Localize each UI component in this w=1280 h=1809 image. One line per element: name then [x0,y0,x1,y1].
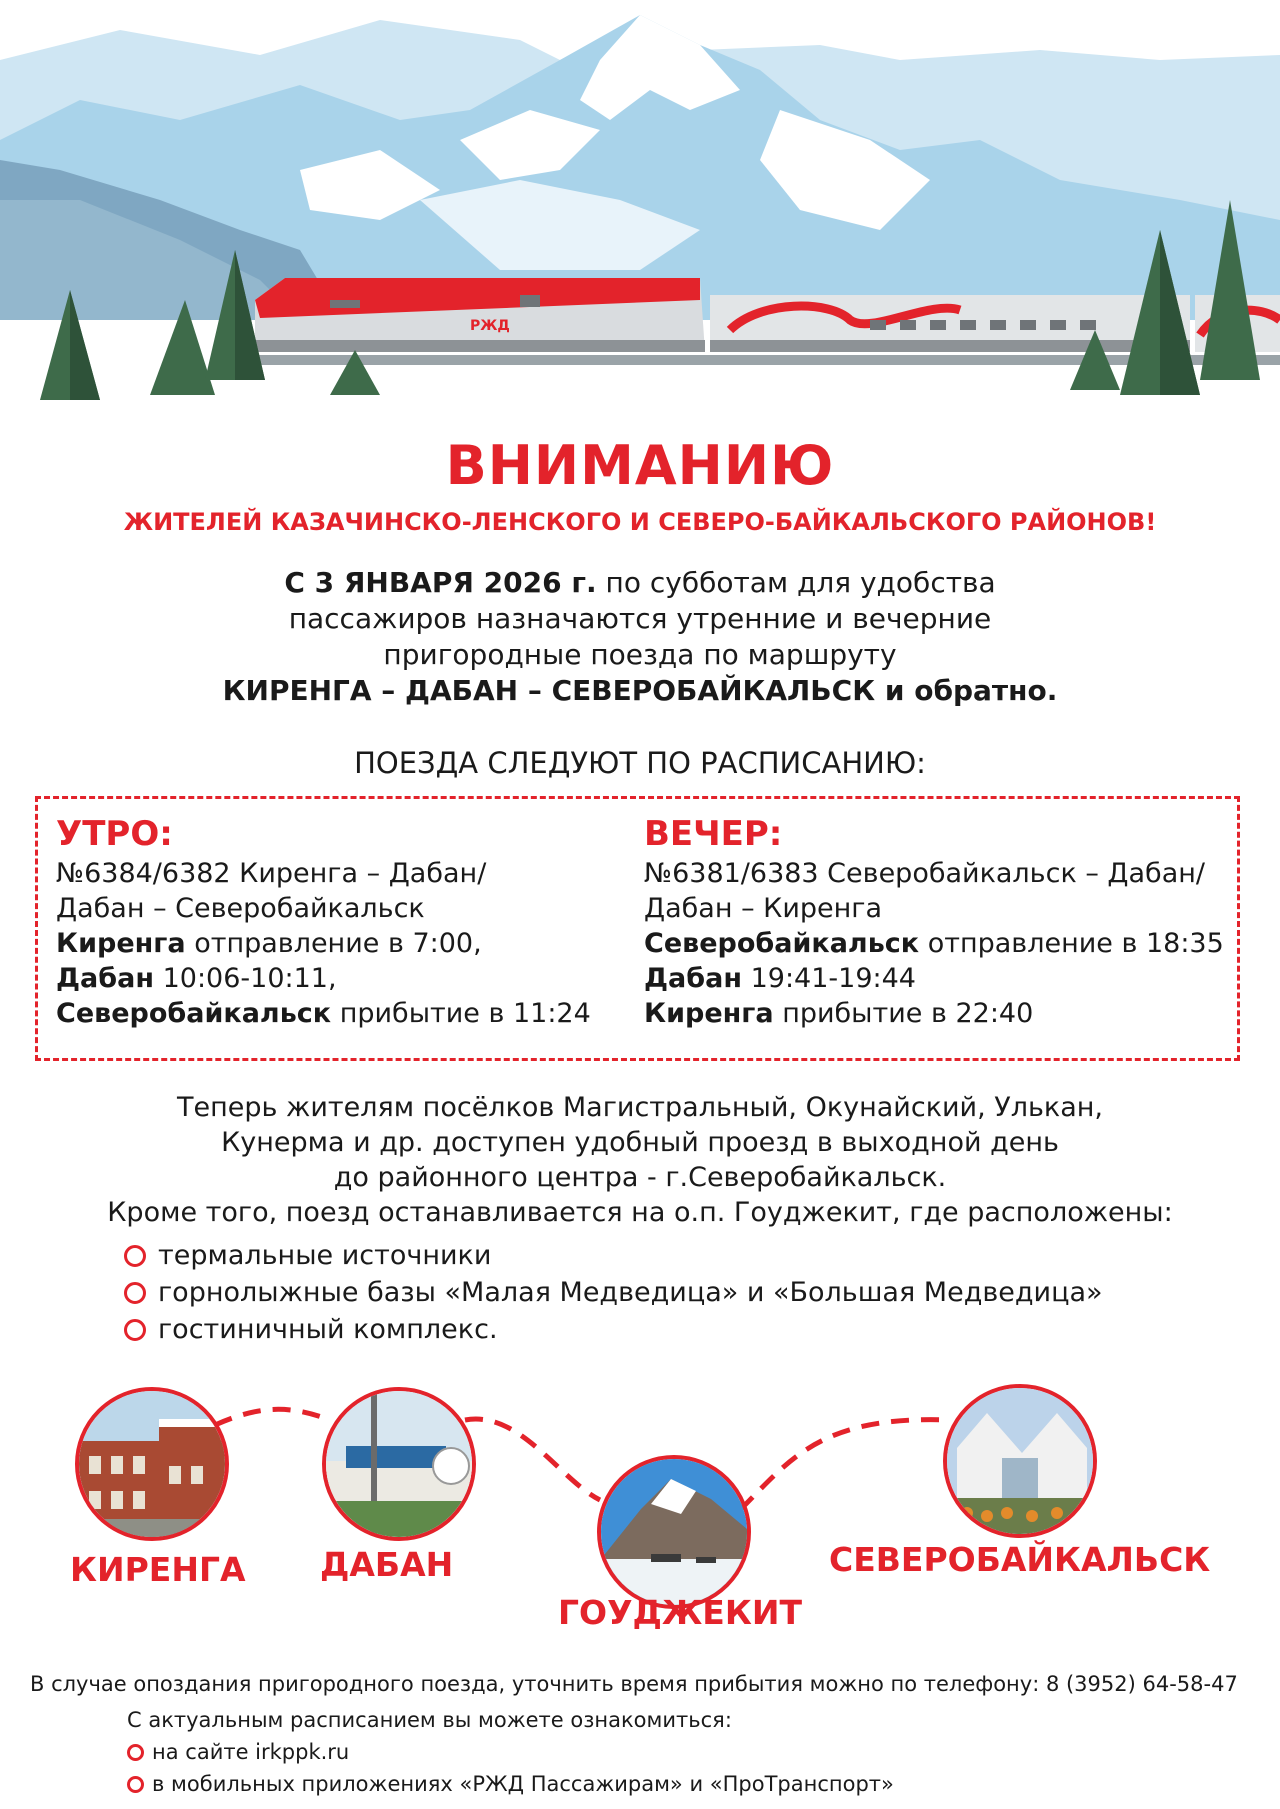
list-item [124,1274,1103,1311]
info-line1: Теперь жителям посёлков Магистральный, Окунайский, Улькан, [177,1092,1103,1123]
page-subtitle: ЖИТЕЛЕЙ КАЗАЧИНСКО-ЛЕНСКОГО И СЕВЕРО-БАЙКАЛЬСКОГО РАЙОНОВ! [123,508,1157,536]
station-label-kirenga: КИРЕНГА [70,1550,246,1589]
evening-stop3-name: Киренга [644,998,774,1029]
schedule-note: С актуальным расписанием вы можете ознакомиться: [127,1708,732,1732]
intro-line1: по субботам для удобства [596,566,996,599]
list-item [124,1311,1103,1348]
attraction-label: гостиничный комплекс. [158,1314,498,1345]
info-line3: до районного центра - г.Северобайкальск. [333,1162,947,1193]
list-item [127,1740,349,1764]
morning-stop1-name: Киренга [56,928,186,959]
schedule-evening [644,812,1244,1031]
morning-train-line2: Дабан – Северобайкальск [56,893,425,924]
bullet-circle-icon [127,1744,144,1761]
station-label-goudzhekit: ГОУДЖЕКИТ [558,1593,802,1632]
station-label-daban: ДАБАН [320,1545,454,1584]
evening-stop2-info: 19:41-19:44 [742,963,916,994]
evening-stop2-name: Дабан [644,963,742,994]
severobaikalsk-station-photo [943,1384,1097,1538]
morning-stop3-name: Северобайкальск [56,998,332,1029]
evening-title: ВЕЧЕР: [644,814,783,854]
info-line4: Кроме того, поезд останавливается на о.п. Гоуджекит, где расположены: [107,1197,1173,1228]
delay-note: В случае опоздания пригородного поезда, уточнить время прибытия можно по телефону: 8 (3952) 64-58-47 [30,1672,1238,1696]
evening-stop1-info: отправление в 18:35 [919,928,1224,959]
intro-paragraph [0,565,1280,709]
link-apps: в мобильных приложениях «РЖД Пассажирам» и «ПроТранспорт» [152,1772,894,1796]
evening-train-line1: №6381/6383 Северобайкальск – Дабан/ [644,858,1206,889]
daban-station-photo [322,1387,476,1541]
evening-stop1-name: Северобайкальск [644,928,920,959]
schedule-morning [56,812,636,1031]
bullet-circle-icon [124,1282,146,1304]
intro-route: КИРЕНГА – ДАБАН – СЕВЕРОБАЙКАЛЬСК и обратно. [222,674,1058,707]
bullet-circle-icon [124,1319,146,1341]
list-item [124,1237,1103,1274]
morning-stop2-info: 10:06-10:11, [154,963,337,994]
info-paragraph [0,1090,1280,1230]
intro-line2: пассажиров назначаются утренние и вечерние [288,602,992,635]
page-title: ВНИМАНИЮ [445,434,835,497]
station-label-severobaikalsk: СЕВЕРОБАЙКАЛЬСК [829,1540,1211,1579]
list-item [127,1772,894,1796]
evening-stop3-info: прибытие в 22:40 [773,998,1034,1029]
morning-stop1-info: отправление в 7:00, [185,928,482,959]
schedule-heading: ПОЕЗДА СЛЕДУЮТ ПО РАСПИСАНИЮ: [354,746,926,780]
bullet-circle-icon [124,1245,146,1267]
intro-line3: пригородные поезда по маршруту [383,638,897,671]
morning-stop2-name: Дабан [56,963,154,994]
attraction-label: горнолыжные базы «Малая Медведица» и «Большая Медведица» [158,1277,1103,1308]
link-website: на сайте irkppk.ru [152,1740,350,1764]
attraction-label: термальные источники [158,1240,492,1271]
evening-train-line2: Дабан – Киренга [644,893,883,924]
intro-date: С 3 ЯНВАРЯ 2026 г. [284,566,597,599]
hero-illustration [0,0,1280,425]
morning-stop3-info: прибытие в 11:24 [331,998,591,1029]
info-line2: Кунерма и др. доступен удобный проезд в выходной день [221,1127,1059,1158]
hero-logo: РЖД [470,318,510,334]
attractions-list [124,1237,1103,1348]
goudzhekit-station-photo [597,1455,751,1609]
kirenga-station-photo [75,1387,229,1541]
morning-train-line1: №6384/6382 Киренга – Дабан/ [56,858,487,889]
bullet-circle-icon [127,1776,144,1793]
morning-title: УТРО: [56,814,173,854]
